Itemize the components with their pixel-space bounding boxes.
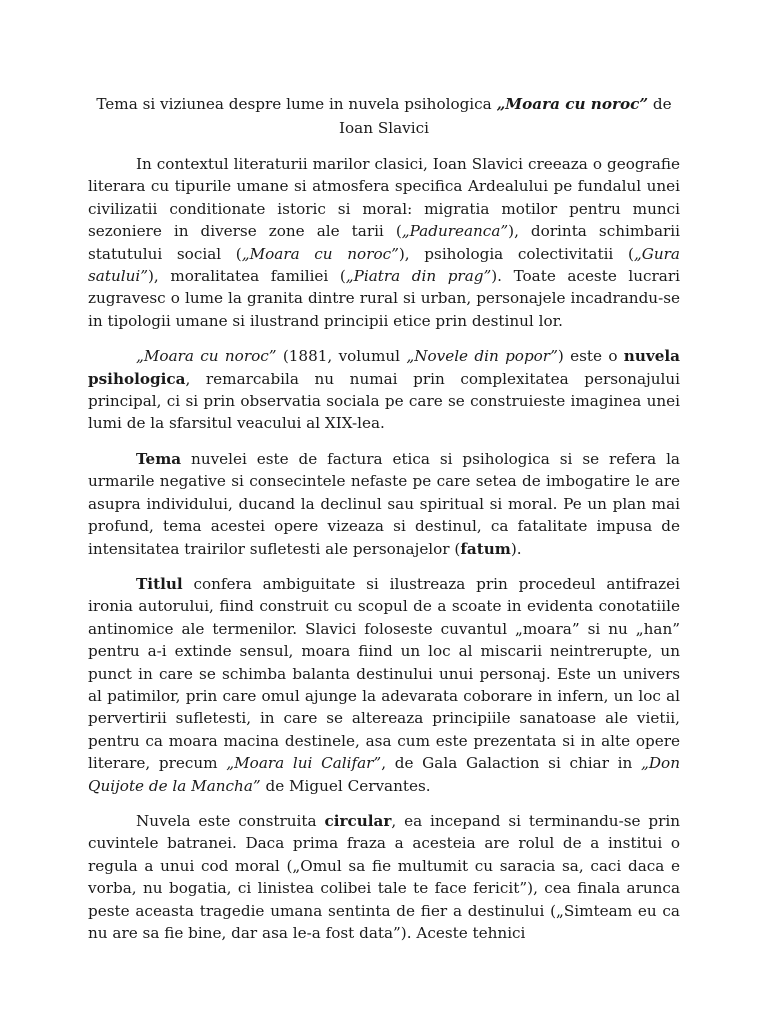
text: ), moralitatea familiei (	[148, 267, 346, 286]
work-title: „Moara lui Califar”	[226, 754, 382, 773]
text: nuvelei este de factura etica si psihologica si se refera la urmarile negative si consecintele nefaste pe care setea de imbogatire le are asupra individului, ducand la declinul sau spiritual si moral. Pe un plan mai profund, tema acestei opere vizeaza si destinul, ca fatalitate impusa de intensitatea trairilor sufletesti ale personajelor (	[88, 449, 680, 558]
work-title: „Moara cu noroc”	[241, 244, 399, 263]
text: confera ambiguitate si ilustreaza prin procedeul antifrazei ironia autorului, fiind construit cu scopul de a scoate in evidenta conotatiile antinomice ale termenilor. Slavici foloseste cuvantul „moara” si nu „han” pentru a-i extinde sensul, moara fiind un loc al miscarii neintrerupte, un punct in care se schimba balanta destinului unui personaj. Este un univers al patimilor, prin care omul ajunge la adevarata coborare in infern, un loc al pervertirii sufletesti, in care se altereaza principiile sanatoase ale vietii, pentru ca moara macina destinele, asa cum este prezentata si in alte opere literare, precum	[88, 574, 680, 773]
key-term: fatum	[460, 539, 511, 558]
key-term: circular	[324, 811, 392, 830]
title-author: de Ioan Slavici	[339, 95, 672, 137]
paragraph-1	[88, 153, 680, 332]
work-title: „Don Quijote de la Mancha”	[88, 754, 680, 795]
key-term: Tema	[136, 449, 182, 468]
work-title: „Novele din popor”	[406, 347, 558, 366]
text: Nuvela este construita	[136, 811, 325, 830]
text: ). Toate aceste lucrari zugravesc o lume la granita dintre rural si urban, personajele incadrandu-se in tipologii umane si ilustrand principii etice prin destinul lor.	[88, 267, 680, 330]
text: ), dorinta schimbarii statutului social (	[88, 222, 680, 263]
text: , de Gala Galaction si chiar in	[381, 754, 642, 773]
document-title	[88, 92, 680, 140]
paragraph-4	[88, 573, 680, 797]
title-text: Tema si viziunea despre lume in nuvela psihologica	[96, 95, 497, 113]
work-title: „Padureanca”	[401, 222, 509, 241]
text: ), psihologia colectivitatii (	[398, 244, 634, 263]
work-title: „Moara cu noroc”	[136, 347, 277, 366]
key-term: nuvela psihologica	[88, 347, 680, 388]
key-term: Titlul	[136, 574, 183, 593]
text: , remarcabila nu numai prin complexitatea personajului principal, ci si prin observatia sociala pe care se construieste imaginea unei lumi de la sfarsitul veacului al XIX-lea.	[88, 369, 680, 433]
work-title: „Gura satului”	[88, 244, 680, 286]
text: de Miguel Cervantes.	[260, 776, 431, 795]
paragraph-2	[88, 345, 680, 435]
text: In contextul literaturii marilor clasici, Ioan Slavici creeaza o geografie literara cu tipurile umane si atmosfera specifica Ardealului pe fundalul unei civilizatii conditionate istoric si moral: migratia motilor pentru munci sezoniere in diverse zone ale tarii (	[88, 155, 680, 241]
title-work: „Moara cu noroc”	[496, 95, 649, 113]
paragraph-3	[88, 448, 680, 560]
work-title: „Piatra din prag”	[345, 267, 492, 286]
paragraph-5	[88, 810, 680, 944]
text: (1881, volumul	[276, 347, 407, 366]
text: ).	[510, 539, 522, 558]
text: , ea incepand si terminandu-se prin cuvintele batranei. Daca prima fraza a acesteia are rolul de a institui o regula a unui cod moral („Omul sa fie multumit cu saracia sa, caci daca e vorba, nu bogatia, ci linistea colibei tale te face fericit”), cea finala arunca peste aceasta tragedie umana sentinta de fier a destinului („Simteam eu ca nu are sa fie bine, dar asa le-a fost data”). Aceste tehnici	[88, 811, 681, 942]
text: ) este o	[557, 347, 624, 366]
